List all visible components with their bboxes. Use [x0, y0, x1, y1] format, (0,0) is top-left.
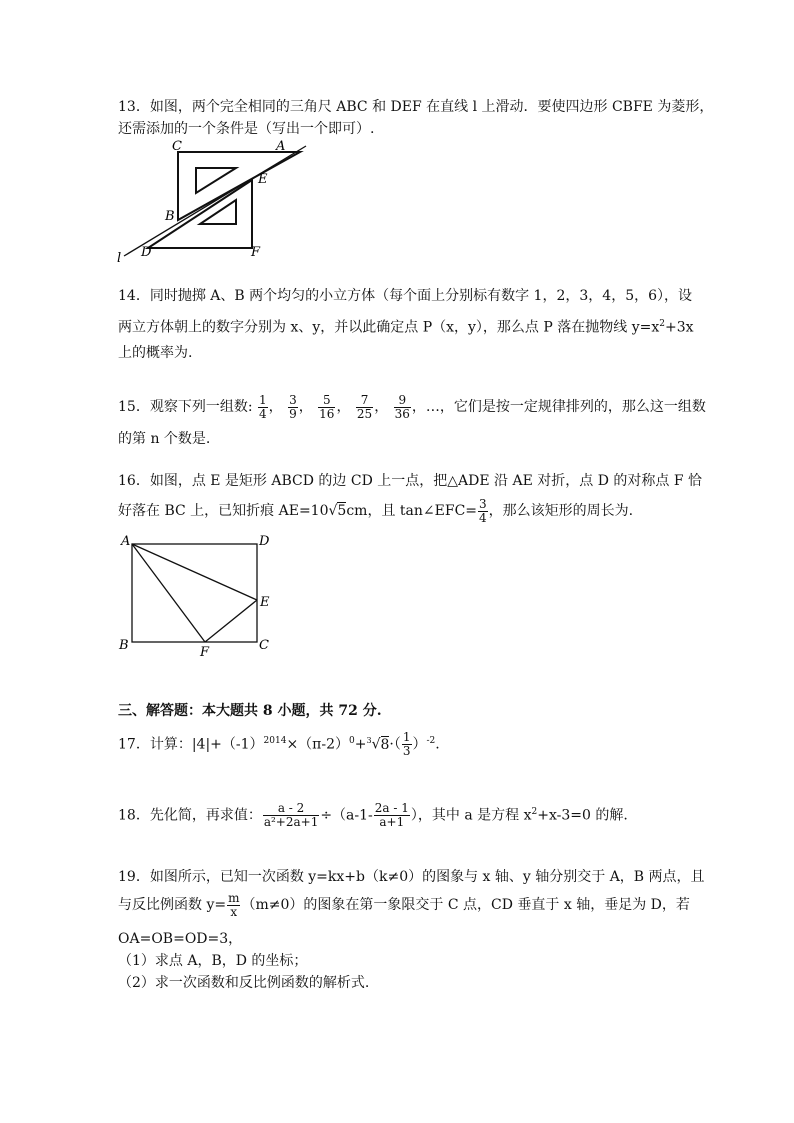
line-l: [124, 146, 306, 256]
q16-line2: 好落在 BC 上，已知折痕 AE=10√5cm，且 tan∠EFC= $\frac{3}{4}$ ，那么该矩形的周长为.: [118, 496, 634, 525]
label-b: B: [119, 638, 129, 653]
q15-frac-4: $\frac{7}{25}$: [356, 392, 373, 421]
q19-line2: 与反比例函数 y= $\frac{m}{x}$ （m≠0）的图象在第一象限交于 C 点，CD 垂直于 x 轴，垂足为 D，若: [118, 890, 690, 919]
q16-line1: 16．如图，点 E 是矩形 ABCD 的边 CD 上一点，把△ADE 沿 AE 对折，点 D 的对称点 F 恰: [118, 473, 703, 489]
segment-fe: [205, 600, 257, 642]
label-d: D: [141, 245, 152, 260]
q17-line: 17．计算：$|4|+(-1)^{2014}\times(\pi-2)^0+^3√8\cdot$（ $\frac{1}{3}$ ）$^{-2}$.: [118, 730, 440, 759]
label-b: B: [165, 209, 175, 224]
q18-frac1: $\frac{a - 2}{\text{a²+2a+1}}$: [263, 801, 319, 830]
q19-sub2: （2）求一次函数和反比例函数的解析式.: [118, 975, 370, 991]
label-a: A: [276, 139, 286, 154]
label-l: l: [117, 251, 122, 266]
q15-frac-3: $\frac{5}{16}$: [319, 392, 335, 421]
segment-af: [132, 544, 205, 642]
q19-line1: 19．如图所示，已知一次函数 y=kx+b（k≠0）的图象与 x 轴、y 轴分别交于 A，B 两点，且: [118, 869, 705, 885]
label-c: C: [172, 139, 182, 154]
label-a: A: [121, 534, 131, 549]
label-f: F: [200, 645, 210, 660]
q15-frac-2: $\frac{3}{9}$: [289, 392, 297, 421]
q15-frac-5: $\frac{9}{36}$: [394, 392, 410, 421]
q19-frac: $\frac{m}{x}$: [228, 890, 240, 919]
q18-frac2: $\frac{2a - 1}{a+1}$: [374, 801, 409, 830]
q19-sub1: （1）求点 A，B，D 的坐标；: [118, 953, 308, 969]
label-e: E: [260, 595, 270, 610]
q16-frac: $\frac{3}{4}$: [479, 496, 487, 525]
q15-line1: 15．观察下列一组数: $\frac{1}{4}$ ， $\frac{3}{9}$ ， $\frac{5}{16}$ ， $\frac{7}{25}$ ， $\frac{9}{36}$ ，…，它们是按一定规律排列的，那么这一组数: [118, 392, 706, 421]
q14-line3: 上的概率为.: [118, 345, 193, 361]
triangle-abc-inner: [196, 168, 236, 193]
q19-line3: OA=OB=OD=3，: [118, 931, 243, 947]
q13-line1: 13．如图，两个完全相同的三角尺 ABC 和 DEF 在直线 l 上滑动．要使四边形 CBFE 为菱形，: [118, 99, 714, 115]
q14-line2: 两立方体朝上的数字分别为 x、y，并以此确定点 P（x，y），那么点 P 落在抛物线 $y=x^2+3x$: [118, 319, 694, 336]
label-c: C: [259, 638, 269, 653]
q13-line2: 还需添加的一个条件是（写出一个即可）.: [118, 121, 375, 137]
figure-16: [112, 530, 282, 660]
segment-ae: [132, 544, 257, 600]
figure-13: [110, 138, 320, 266]
q15-frac-1: $\frac{1}{4}$: [258, 392, 267, 421]
label-e: E: [258, 172, 268, 187]
sqrt-sign: √: [328, 503, 338, 519]
q17-frac: $\frac{1}{3}$: [402, 730, 411, 759]
label-f: F: [251, 245, 261, 260]
q18-line: 18．先化简，再求值： $\frac{a - 2}{\text{a²+2a+1}}$ ÷（a-1- $\frac{2a - 1}{a+1}$ ），其中 a 是方程 $x^2+x-3=0$ 的解.: [118, 801, 628, 830]
section-heading: 三、解答题：本大题共 8 小题，共 72 分.: [118, 703, 382, 719]
q15-line2: 的第 n 个数是.: [118, 431, 211, 447]
q14-line1: 14．同时抛掷 A、B 两个均匀的小立方体（每个面上分别标有数字 1，2，3，4，5，6），设: [118, 288, 693, 304]
label-d: D: [259, 534, 270, 549]
